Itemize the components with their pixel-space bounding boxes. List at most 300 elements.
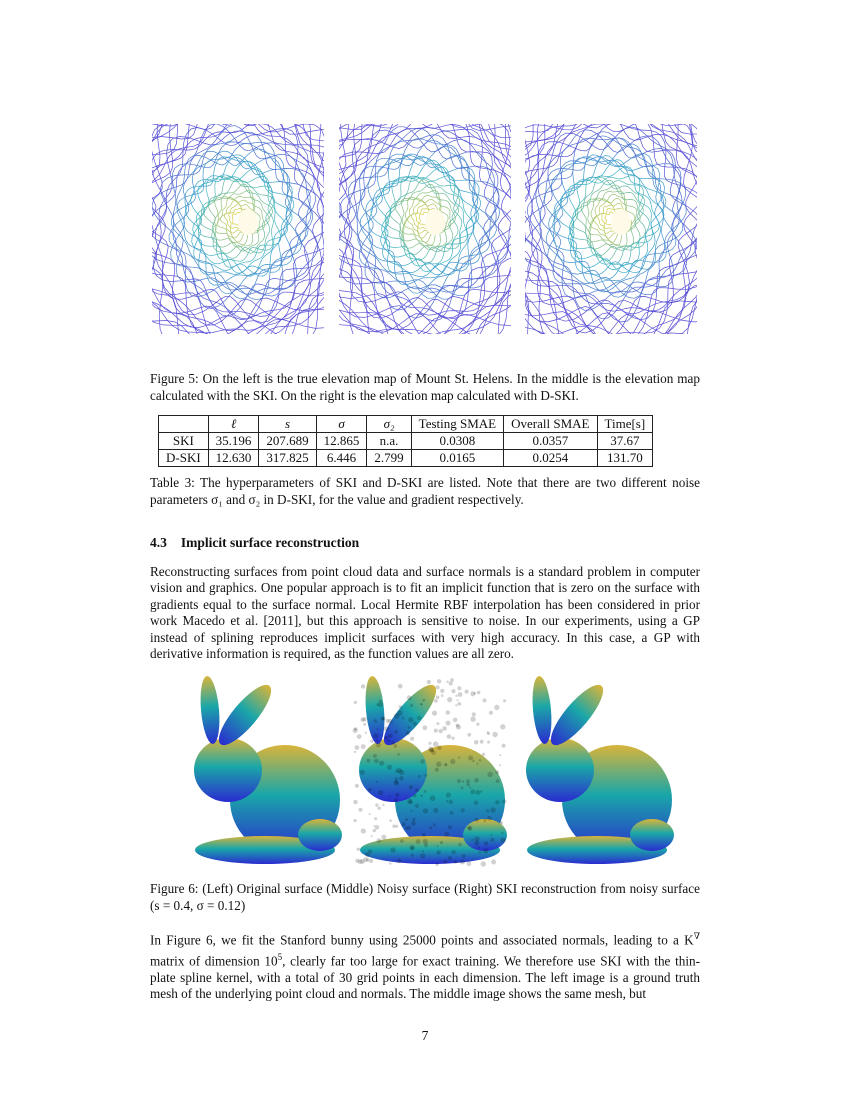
table-3-caption: Table 3: The hyperparameters of SKI and D-SKI are listed. Note that there are two different noise parameters σ₁ and σ₂ in D-SKI, for the value and gradient respectively.	[150, 475, 700, 507]
table-cell: SKI	[159, 433, 209, 450]
noise-speck	[409, 785, 413, 789]
contour-line	[152, 124, 324, 334]
noise-speck	[389, 862, 391, 864]
table-cell: n.a.	[367, 433, 411, 450]
noise-speck	[436, 762, 441, 767]
crater-shape	[611, 209, 631, 235]
noise-speck	[423, 725, 428, 730]
noise-speck	[487, 772, 492, 777]
noise-speck	[436, 696, 440, 700]
noise-speck	[430, 795, 436, 801]
bunny-body-part	[543, 678, 610, 752]
figure-6-caption: Figure 6: (Left) Original surface (Middle) Noisy surface (Right) SKI reconstruction from noisy surface (s = 0.4, σ = 0.12)	[150, 881, 700, 913]
noise-speck	[406, 731, 411, 736]
noise-speck	[361, 684, 365, 688]
noise-speck	[353, 800, 358, 805]
noise-speck	[440, 689, 444, 693]
noise-speck	[421, 703, 423, 705]
noise-speck	[420, 853, 425, 858]
contour-line	[395, 184, 455, 249]
noise-speck	[373, 825, 375, 827]
dski-elevation-contour-map	[525, 124, 697, 334]
noise-speck	[480, 790, 482, 792]
table-header-cell	[159, 416, 209, 433]
paragraph-text: In Figure 6, we fit the Stanford bunny using 25000 points and associated normals, leading to a K	[150, 932, 694, 948]
noise-speck	[410, 737, 414, 741]
contour-line	[152, 124, 324, 334]
noise-speck	[399, 705, 402, 708]
noise-speck	[411, 821, 416, 826]
noise-speck	[476, 790, 481, 795]
noise-speck	[494, 705, 499, 710]
noise-speck	[499, 764, 501, 766]
table-3	[158, 415, 653, 467]
noise-speck	[467, 862, 472, 867]
noise-speck	[437, 679, 441, 683]
noise-speck	[470, 717, 475, 722]
noise-speck	[394, 713, 400, 719]
noise-speck	[486, 809, 489, 812]
noise-speck	[458, 757, 460, 759]
contour-svg	[525, 124, 697, 334]
noise-speck	[437, 745, 442, 750]
noise-speck	[434, 699, 438, 703]
noise-speck	[417, 716, 421, 720]
ski-elevation-contour-map	[339, 124, 511, 334]
noise-speck	[447, 734, 452, 739]
noise-speck	[416, 839, 421, 844]
noise-speck	[492, 732, 497, 737]
noise-speck	[462, 854, 466, 858]
noise-speck	[422, 850, 424, 852]
noise-speck	[489, 711, 493, 715]
noise-speck	[474, 740, 479, 745]
noise-speck	[476, 723, 479, 726]
noise-speck	[378, 702, 383, 707]
noise-speck	[355, 859, 359, 863]
noise-speck	[422, 699, 425, 702]
contour-line	[152, 124, 324, 334]
noise-speck	[475, 818, 479, 822]
noise-speck	[413, 722, 417, 726]
noise-speck	[355, 745, 360, 750]
noise-speck	[384, 736, 388, 740]
noise-speck	[394, 730, 398, 734]
table-header-cell: ℓ	[208, 416, 259, 433]
noise-speck	[469, 787, 471, 789]
figure-5-caption: Figure 5: On the left is the true elevation map of Mount St. Helens. In the middle is the elevation map calculated with the SKI. On the right is the elevation map calculated with D-SKI.	[150, 371, 700, 403]
noise-speck	[439, 729, 443, 733]
noise-speck	[420, 795, 423, 798]
body-paragraph	[150, 928, 700, 1002]
noise-speck	[376, 739, 378, 741]
noise-speck	[448, 825, 452, 829]
noise-speck	[405, 818, 408, 821]
noise-speck	[481, 861, 486, 866]
noise-speck	[366, 858, 370, 862]
noise-speck	[460, 860, 465, 865]
contour-line	[198, 176, 273, 261]
table-cell: 0.0357	[504, 433, 597, 450]
noise-speck	[437, 845, 439, 847]
noise-speck	[420, 759, 425, 764]
noise-speck	[483, 698, 487, 702]
noise-speck	[405, 826, 408, 829]
noise-speck	[450, 811, 454, 815]
noise-speck	[381, 716, 385, 720]
noise-speck	[495, 770, 499, 774]
noise-speck	[461, 808, 465, 812]
table-cell: 37.67	[597, 433, 653, 450]
noise-speck	[442, 726, 447, 731]
noise-speck	[397, 859, 401, 863]
noise-speck	[370, 740, 373, 743]
noise-speck	[354, 819, 357, 822]
noise-speck	[389, 819, 392, 822]
noise-speck	[361, 828, 366, 833]
original-surface-bunny	[170, 670, 350, 870]
noise-speck	[427, 680, 431, 684]
noise-speck	[446, 800, 448, 802]
noise-speck	[470, 691, 475, 696]
section-heading	[150, 535, 359, 551]
noise-speck	[357, 734, 362, 739]
table-cell: 2.799	[367, 450, 411, 467]
contour-line	[152, 124, 324, 334]
crater-shape	[425, 209, 445, 235]
noise-speck	[392, 741, 395, 744]
noise-speck	[355, 784, 359, 788]
noise-speck	[436, 850, 441, 855]
noise-speck	[468, 756, 473, 761]
noise-speck	[470, 789, 475, 794]
bunny-body-part	[211, 678, 278, 752]
section-title: Implicit surface reconstruction	[180, 535, 360, 550]
noise-speck	[424, 774, 427, 777]
table-header-cell: σ	[316, 416, 367, 433]
noise-speck	[395, 770, 398, 773]
table-header-cell: Testing SMAE	[411, 416, 503, 433]
noise-speck	[374, 719, 377, 722]
noise-speck	[432, 711, 437, 716]
noise-speck	[446, 710, 450, 714]
noise-speck	[393, 744, 397, 748]
noise-speck	[433, 823, 436, 826]
noise-speck	[457, 702, 461, 706]
noise-speck	[446, 721, 451, 726]
table-row	[159, 450, 653, 467]
noise-speck	[457, 699, 459, 701]
noise-speck	[381, 835, 386, 840]
noise-speck	[360, 859, 365, 864]
noisy-surface-bunny	[335, 670, 515, 870]
noise-speck	[378, 790, 383, 795]
noise-speck	[377, 838, 382, 843]
noise-speck	[384, 727, 389, 732]
noise-speck	[379, 700, 382, 703]
noise-speck	[408, 717, 413, 722]
table-cell: 0.0308	[411, 433, 503, 450]
table-header-cell: Overall SMAE	[504, 416, 597, 433]
noise-speck	[462, 780, 464, 782]
noise-speck	[360, 718, 364, 722]
noise-speck	[436, 722, 439, 725]
noise-speck	[389, 796, 391, 798]
noise-speck	[491, 860, 496, 865]
noise-speck	[394, 798, 398, 802]
noise-speck	[354, 727, 358, 731]
noise-speck	[444, 832, 449, 837]
noise-speck	[490, 834, 492, 836]
table-cell: 12.630	[208, 450, 259, 467]
noise-speck	[369, 813, 371, 815]
noise-speck	[461, 787, 464, 790]
noise-speck	[398, 684, 403, 689]
noise-speck	[456, 724, 460, 728]
bunny-body-part	[630, 819, 674, 851]
noise-speck	[373, 754, 377, 758]
noise-speck	[410, 704, 413, 707]
noise-speck	[376, 743, 381, 748]
noise-speck	[422, 833, 426, 837]
noise-speck	[375, 803, 378, 806]
ski-reconstruction-bunny	[502, 670, 682, 870]
noise-speck	[457, 686, 461, 690]
noise-speck	[483, 848, 488, 853]
noise-speck	[410, 810, 412, 812]
noise-speck	[467, 783, 471, 787]
noise-speck	[374, 817, 377, 820]
noise-speck	[477, 691, 481, 695]
noise-speck	[395, 777, 398, 780]
noise-speck	[402, 717, 404, 719]
noise-speck	[360, 770, 365, 775]
noise-speck	[457, 779, 461, 783]
section-number: 4.3	[150, 535, 167, 550]
noise-speck	[375, 825, 379, 829]
contour-svg	[152, 124, 324, 334]
noise-speck	[490, 838, 494, 842]
noise-speck	[480, 740, 484, 744]
contour-line	[152, 124, 324, 334]
noise-speck	[445, 763, 447, 765]
noise-speck	[467, 733, 471, 737]
noise-speck	[411, 854, 414, 857]
noise-speck	[468, 826, 473, 831]
noise-speck	[487, 816, 492, 821]
noise-speck	[376, 728, 378, 730]
bunny-svg	[335, 670, 515, 870]
noise-speck	[387, 765, 392, 770]
noise-speck	[423, 839, 428, 844]
contour-line	[570, 177, 650, 265]
noise-speck	[374, 759, 379, 764]
noise-speck	[448, 856, 452, 860]
noise-speck	[388, 740, 390, 742]
paragraph-text: matrix of dimension 10	[150, 953, 278, 969]
noise-speck	[418, 775, 421, 778]
noise-speck	[452, 850, 456, 854]
noise-speck	[451, 689, 455, 693]
noise-speck	[399, 776, 404, 781]
noise-speck	[466, 779, 470, 783]
contour-line	[152, 124, 324, 334]
noise-speck	[412, 818, 415, 821]
noise-speck	[435, 863, 438, 866]
bunny-body-part	[359, 738, 427, 802]
noise-speck	[371, 835, 373, 837]
noise-speck	[424, 843, 428, 847]
contour-line	[339, 127, 508, 318]
noise-speck	[363, 723, 366, 726]
noise-speck	[490, 807, 496, 813]
section-paragraph: Reconstructing surfaces from point cloud data and surface normals is a standard problem in computer vision and graphics. One popular approach is to fit an implicit function that is zero on the surface with gradients equal to the surface normal. Local Hermite RBF interpolation has been considered in prior work Macedo et al. [2011], but this approach is sensitive to noise. In our experiments, using a GP instead of splining reproduces implicit surfaces with very high accuracy. In this case, a GP with derivative information is required, as the function values are all zero.	[150, 564, 700, 662]
table-cell: 35.196	[208, 433, 259, 450]
table-cell: 0.0165	[411, 450, 503, 467]
noise-speck	[357, 848, 360, 851]
true-elevation-contour-map	[152, 124, 324, 334]
contour-line	[525, 124, 697, 312]
noise-speck	[496, 779, 500, 783]
contour-line	[152, 124, 324, 334]
noise-speck	[429, 826, 432, 829]
noise-speck	[394, 781, 399, 786]
noise-speck	[474, 836, 479, 841]
noise-speck	[479, 759, 482, 762]
table-header-row	[159, 416, 653, 433]
noise-speck	[499, 754, 501, 756]
noise-speck	[429, 748, 434, 753]
noise-speck	[449, 800, 453, 804]
noise-speck	[424, 790, 427, 793]
noise-speck	[449, 681, 453, 685]
page-number: 7	[421, 1028, 429, 1043]
noise-speck	[361, 744, 366, 749]
noise-speck	[435, 768, 439, 772]
noise-speck	[476, 763, 478, 765]
table-cell: 6.446	[316, 450, 367, 467]
noise-speck	[465, 690, 469, 694]
noise-speck	[428, 742, 431, 745]
noise-speck	[373, 733, 378, 738]
noise-speck	[447, 697, 452, 702]
noise-speck	[410, 845, 415, 850]
noise-speck	[400, 839, 404, 843]
table-header-cell: Time[s]	[597, 416, 653, 433]
noise-speck	[354, 701, 357, 704]
noise-speck	[376, 781, 378, 783]
table-cell: 317.825	[259, 450, 316, 467]
noise-speck	[369, 859, 373, 863]
noise-speck	[454, 860, 458, 864]
noise-speck	[472, 712, 476, 716]
noise-speck	[402, 822, 406, 826]
noise-speck	[388, 734, 393, 739]
noise-speck	[472, 760, 474, 762]
noise-speck	[436, 685, 440, 689]
noise-speck	[450, 678, 454, 682]
noise-speck	[379, 761, 384, 766]
noise-speck	[453, 718, 458, 723]
noise-speck	[392, 825, 395, 828]
table-cell: D-SKI	[159, 450, 209, 467]
noise-speck	[450, 759, 455, 764]
noise-speck	[483, 819, 486, 822]
noise-speck	[455, 695, 457, 697]
exponent-superscript: 5	[277, 951, 283, 962]
table-cell: 131.70	[597, 450, 653, 467]
noise-speck	[458, 692, 463, 697]
noise-speck	[446, 681, 448, 683]
paragraph-text: , clearly far too large for exact training. We therefore use SKI with the thin-plate spline kernel, with a total of 30 grid points in each dimension. The left image is a ground truth mesh of the underlying point cloud and normals. The middle image shows the same mesh, but	[150, 953, 700, 1001]
bunny-body-part	[530, 675, 554, 744]
bunny-body-part	[194, 738, 262, 802]
table-cell: 12.865	[316, 433, 367, 450]
noise-speck	[407, 726, 410, 729]
noise-speck	[368, 788, 372, 792]
figure-5	[152, 124, 698, 334]
nabla-superscript: ∇	[693, 931, 700, 941]
noise-speck	[434, 729, 438, 733]
table-header-cell: s	[259, 416, 316, 433]
noise-speck	[388, 719, 393, 724]
noise-speck	[484, 841, 488, 845]
noise-speck	[451, 737, 454, 740]
table-cell: 207.689	[259, 433, 316, 450]
noise-speck	[365, 732, 367, 734]
table-row	[159, 433, 653, 450]
noise-speck	[495, 800, 499, 804]
figure-6	[170, 670, 690, 870]
noise-speck	[407, 695, 412, 700]
noise-speck	[358, 808, 362, 812]
bunny-body-part	[198, 675, 222, 744]
noise-speck	[474, 778, 479, 783]
crater-shape	[238, 209, 258, 235]
bunny-svg	[170, 670, 350, 870]
noise-speck	[367, 759, 371, 763]
bunny-body-part	[526, 738, 594, 802]
noise-speck	[354, 751, 356, 753]
noise-speck	[368, 849, 372, 853]
noise-speck	[378, 807, 381, 810]
noise-speck	[441, 694, 444, 697]
noise-speck	[373, 829, 377, 833]
bunny-svg	[502, 670, 682, 870]
noise-speck	[474, 801, 478, 805]
contour-line	[152, 124, 324, 334]
noise-speck	[407, 798, 412, 803]
contour-svg	[339, 124, 511, 334]
noise-speck	[440, 841, 443, 844]
contour-line	[152, 124, 324, 334]
noise-speck	[390, 847, 395, 852]
noise-speck	[446, 792, 451, 797]
noise-speck	[478, 846, 480, 848]
noise-speck	[455, 704, 457, 706]
noise-speck	[479, 851, 482, 854]
noise-speck	[482, 753, 485, 756]
contour-line	[525, 124, 697, 321]
noise-speck	[433, 741, 439, 747]
contour-line	[339, 124, 511, 329]
noise-speck	[487, 731, 489, 733]
noise-speck	[471, 839, 473, 841]
noise-speck	[397, 753, 400, 756]
noise-speck	[395, 793, 399, 797]
noise-speck	[487, 741, 490, 744]
contour-line	[152, 124, 324, 323]
